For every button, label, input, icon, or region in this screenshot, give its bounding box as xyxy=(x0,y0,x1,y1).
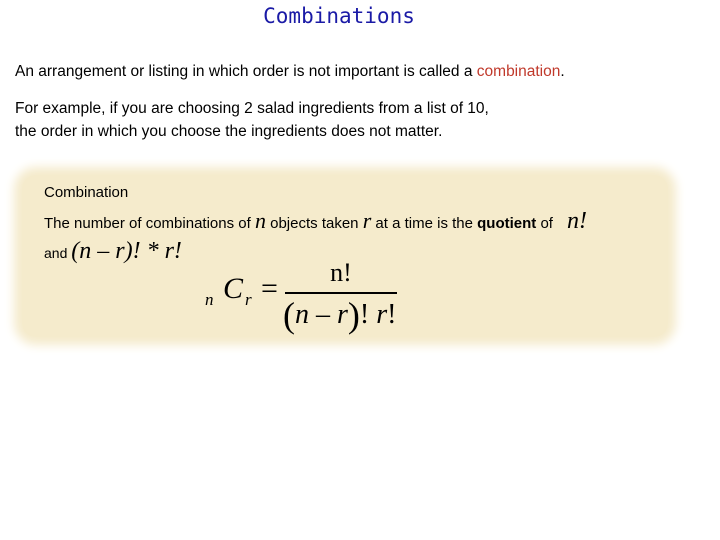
den-close-paren: ) xyxy=(347,295,360,335)
example-line-2: the order in which you choose the ingredients does not matter. xyxy=(15,123,443,140)
n-factorial: n! xyxy=(566,208,587,234)
den-n: n xyxy=(295,299,309,330)
and-word: and xyxy=(44,245,72,261)
formula-denominator xyxy=(283,294,396,336)
formula-C: C xyxy=(223,272,244,305)
definition-line-2 xyxy=(44,238,182,265)
quotient-term: quotient xyxy=(477,215,537,232)
definition-text-4: of xyxy=(536,215,553,232)
example-line-1: For example, if you are choosing 2 salad ingredients from a list of 10, xyxy=(15,100,489,117)
definition-line-1 xyxy=(44,208,674,235)
formula-subscript-n: n xyxy=(205,290,214,309)
combination-formula xyxy=(205,258,405,338)
divisor-expression: (n – r)! * r! xyxy=(71,238,182,264)
formula-numerator: n! xyxy=(330,258,352,287)
slide-title: Combinations xyxy=(263,4,415,28)
definition-text-3: at a time is the xyxy=(371,215,478,232)
intro-text: An arrangement or listing in which order is not important is called a xyxy=(15,63,477,80)
formula-subscript-r: r xyxy=(245,290,252,309)
den-factorial-2: ! xyxy=(387,299,397,330)
formula-equals: = xyxy=(261,272,278,305)
var-n: n xyxy=(254,208,266,233)
den-factorial: ! xyxy=(359,299,370,330)
den-open-paren: ( xyxy=(283,295,295,335)
var-r: r xyxy=(362,208,372,233)
combination-term: combination xyxy=(476,63,561,80)
den-r2: r xyxy=(369,299,388,330)
intro-paragraph xyxy=(15,60,675,83)
intro-period: . xyxy=(560,63,565,80)
den-r: r xyxy=(337,299,348,330)
den-minus: – xyxy=(309,299,337,330)
example-paragraph xyxy=(15,97,675,143)
definition-text-2: objects taken xyxy=(265,215,363,232)
definition-text-1: The number of combinations of xyxy=(44,215,255,232)
definition-heading: Combination xyxy=(44,184,129,201)
